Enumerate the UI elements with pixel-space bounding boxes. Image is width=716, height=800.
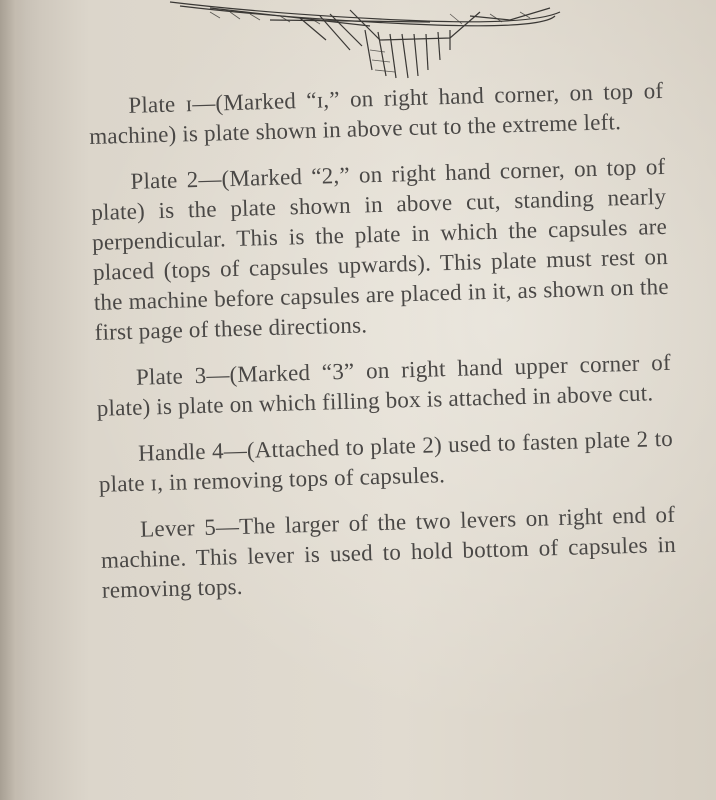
paragraph-lever-5: Lever 5—The larger of the two levers on right end of machine. This lever is used to hold bottom of capsules in removing tops. [100,501,677,603]
page-edge-shadow [0,0,26,800]
machine-illustration-fragment [150,0,570,90]
paragraph-handle-4: Handle 4—(Attached to plate 2) used to fasten plate 2 to plate ɪ, in removing tops of capsules. [98,425,674,497]
directions-text [88,76,678,622]
paragraph-plate-3: Plate 3—(Marked “3” on right hand upper corner of plate) is plate on which filling box is attached in above cut. [96,349,672,421]
paragraph-plate-1: Plate ɪ—(Marked “ɪ,” on right hand corner, on top of machine) is plate shown in above cut to the extreme left. [88,77,664,149]
paragraph-plate-2: Plate 2—(Marked “2,” on right hand corner, on top of plate) is the plate shown in above cut, standing nearly perpendicular. This is the plate in which the capsules are placed (tops of capsules upwards). This plate must rest on the machine before capsules are placed in it, as shown on the first page of these directions. [91,153,670,345]
